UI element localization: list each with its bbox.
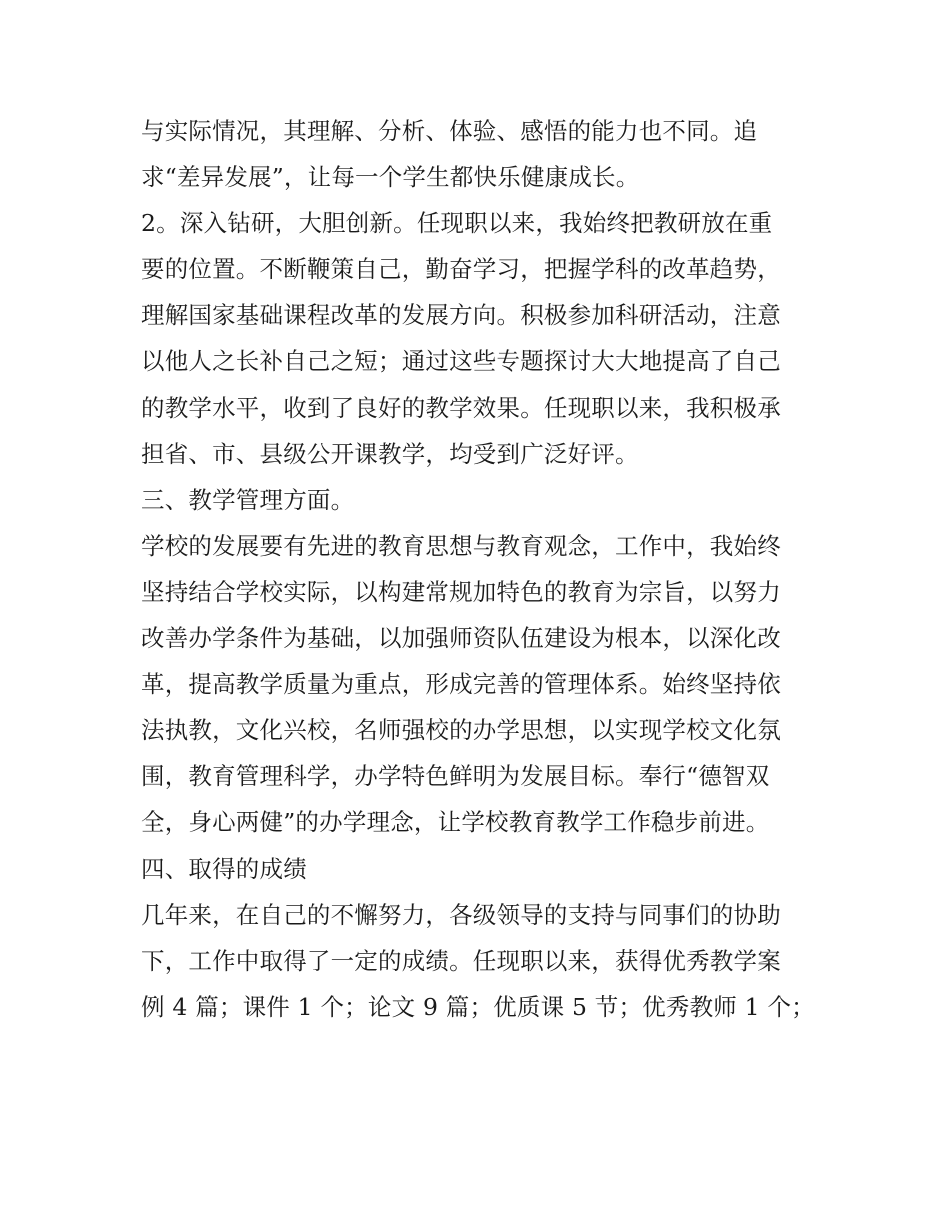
text-line: 要的位置。不断鞭策自己，勤奋学习，把握学科的改革趋势，	[141, 255, 781, 284]
text-line: 围，教育管理科学，办学特色鲜明为发展目标。奉行“德智双	[141, 762, 770, 791]
text-line: 例 4 篇；课件 1 个；论文 9 篇；优质课 5 节；优秀教师 1 个；	[141, 992, 815, 1021]
text-line: 革，提高教学质量为重点，形成完善的管理体系。始终坚持依	[141, 670, 781, 699]
section-heading: 三、教学管理方面。	[141, 485, 355, 514]
text-line: 下，工作中取得了一定的成绩。任现职以来，获得优秀教学案	[141, 946, 781, 975]
text-line: 与实际情况，其理解、分析、体验、感悟的能力也不同。追	[141, 117, 758, 145]
text-line: 学校的发展要有先进的教育思想与教育观念，工作中，我始终	[141, 531, 781, 560]
text-line: 理解国家基础课程改革的发展方向。积极参加科研活动，注意	[141, 301, 781, 330]
text-line: 的教学水平，收到了良好的教学效果。任现职以来，我积极承	[141, 393, 781, 422]
text-line: 担省、市、县级公开课教学，均受到广泛好评。	[141, 439, 639, 468]
text-line: 求“差异发展”，让每一个学生都快乐健康成长。	[141, 163, 640, 192]
text-line: 法执教，文化兴校，名师强校的办学思想，以实现学校文化氛	[141, 716, 781, 745]
text-line: 全，身心两健”的办学理念，让学校教育教学工作稳步前进。	[141, 808, 770, 837]
text-line: 改善办学条件为基础，以加强师资队伍建设为根本，以深化改	[141, 624, 781, 653]
text-line: 坚持结合学校实际，以构建常规加特色的教育为宗旨，以努力	[141, 577, 781, 606]
section-heading: 四、取得的成绩	[141, 854, 307, 883]
text-line: 以他人之长补自己之短；通过这些专题探讨大大地提高了自己	[141, 347, 781, 376]
text-line: 几年来，在自己的不懈努力，各级领导的支持与同事们的协助	[141, 900, 781, 929]
text-line: 2。深入钻研，大胆创新。任现职以来，我始终把教研放在重	[141, 209, 773, 238]
document-body	[141, 108, 821, 1030]
